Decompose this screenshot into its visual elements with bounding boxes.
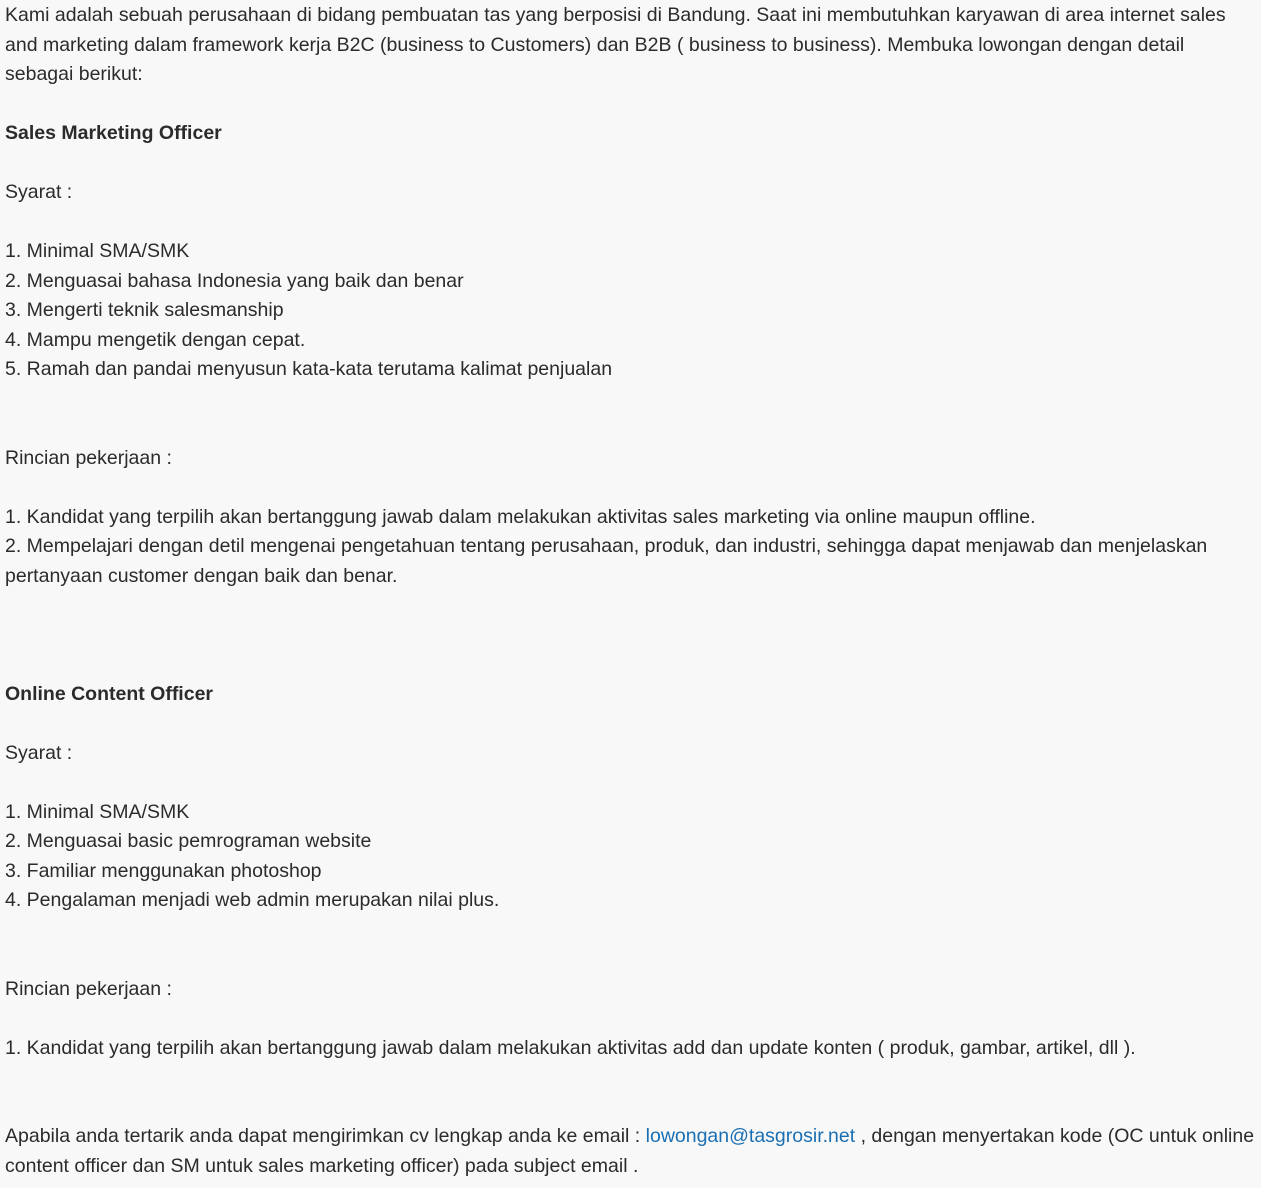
spacer — [5, 149, 1257, 179]
spacer — [5, 90, 1257, 120]
duties-label: Rincian pekerjaan : — [5, 446, 172, 469]
list-item: 2. Menguasai basic pemrograman website — [5, 830, 372, 852]
list-item: 3. Familiar menggunakan photoshop — [5, 859, 322, 882]
requirements-list — [5, 798, 1257, 916]
list-item: 1. Minimal SMA/SMK — [5, 800, 190, 823]
list-item: 1. Kandidat yang terpilih akan bertanggung jawab dalam melakukan aktivitas sales marketing via online maupun offline. — [5, 505, 1036, 528]
duties-list — [5, 1034, 1257, 1064]
list-item: 2. Mempelajari dengan detil mengenai pengetahuan tentang perusahaan, produk, dan industri, sehingga dapat menjawab dan menjelaskan pertanyaan customer dengan baik dan benar. — [5, 535, 1208, 587]
closing-text-before: Apabila anda tertarik anda dapat mengirimkan cv lengkap anda ke email : — [5, 1125, 646, 1147]
spacer — [5, 709, 1257, 739]
duties-label: Rincian pekerjaan : — [5, 977, 172, 1000]
list-item: 1. Minimal SMA/SMK — [5, 240, 190, 262]
list-item: 2. Menguasai bahasa Indonesia yang baik dan benar — [5, 269, 464, 292]
spacer — [5, 916, 1257, 975]
spacer — [5, 1004, 1257, 1034]
requirements-label: Syarat : — [5, 181, 73, 203]
position-title-online-content: Online Content Officer — [5, 682, 214, 705]
spacer — [5, 768, 1257, 798]
closing-paragraph — [5, 1122, 1257, 1181]
requirements-label: Syarat : — [5, 741, 73, 764]
list-item: 5. Ramah dan pandai menyusun kata-kata terutama kalimat penjualan — [5, 358, 613, 380]
list-item: 4. Pengalaman menjadi web admin merupakan nilai plus. — [5, 889, 500, 911]
duties-list — [5, 503, 1257, 592]
position-title-sales-marketing: Sales Marketing Officer — [5, 122, 222, 144]
spacer — [5, 591, 1257, 680]
list-item: 3. Mengerti teknik salesmanship — [5, 299, 284, 321]
email-link[interactable]: lowongan@tasgrosir.net — [645, 1125, 856, 1147]
list-item: 4. Mampu mengetik dengan cepat. — [5, 328, 306, 351]
closing-text-after: , dengan menyertakan kode (OC untuk online content officer dan SM untuk sales marketing officer) pada subject email . — [5, 1125, 1255, 1177]
spacer — [5, 385, 1257, 444]
list-item: 1. Kandidat yang terpilih akan bertanggung jawab dalam melakukan aktivitas add dan update konten ( produk, gambar, artikel, dll ). — [5, 1036, 1136, 1059]
spacer — [5, 1063, 1257, 1122]
intro-paragraph: Kami adalah sebuah perusahaan di bidang pembuatan tas yang berposisi di Bandung. Saat ini membutuhkan karyawan di area internet sales and marketing dalam framework kerja B2C (business to Customers) dan B2B ( business to business). Membuka lowongan dengan detail sebagai berikut: — [5, 4, 1226, 85]
spacer — [5, 473, 1257, 503]
requirements-list — [5, 237, 1257, 385]
spacer — [5, 208, 1257, 238]
